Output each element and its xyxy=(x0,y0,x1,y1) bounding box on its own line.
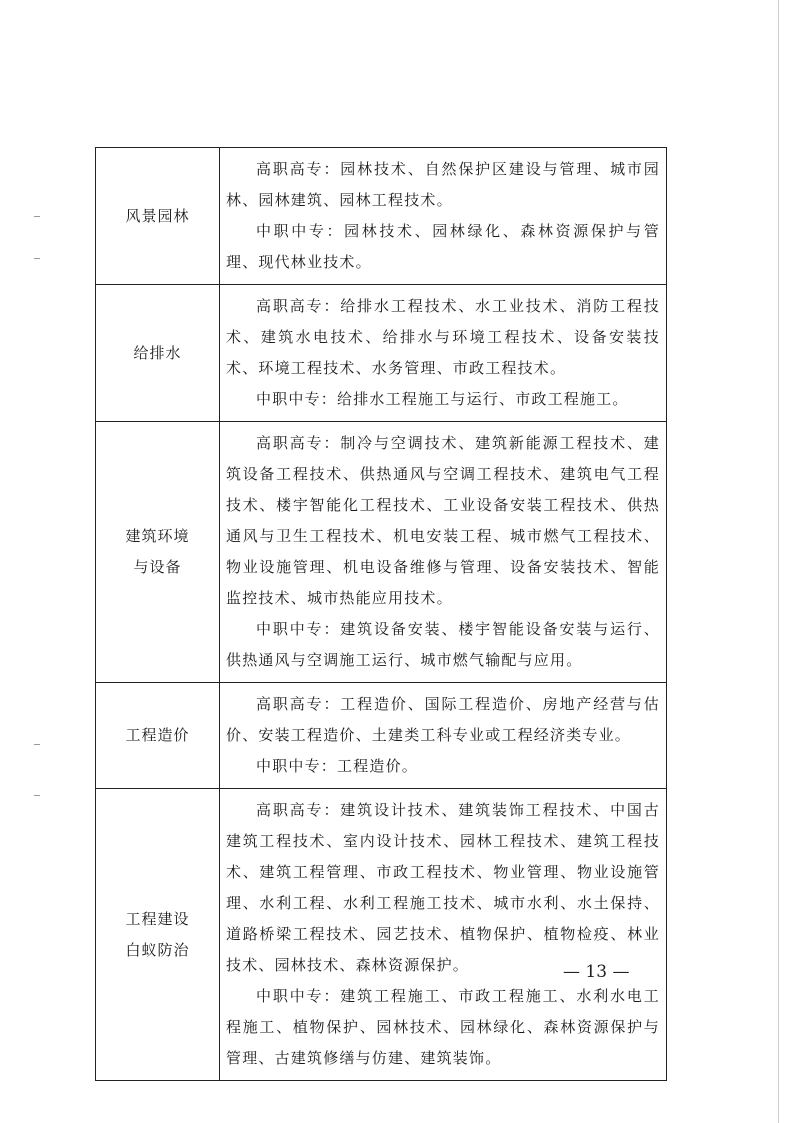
description-cell xyxy=(220,422,667,683)
secondary-vocational-paragraph: 中职中专：园林技术、园林绿化、森林资源保护与管理、现代林业技术。 xyxy=(226,222,660,271)
category-line: 与设备 xyxy=(133,558,182,576)
page-number: — 13 — xyxy=(563,962,630,982)
scan-mark xyxy=(34,795,40,796)
higher-vocational-paragraph: 高职高专：建筑设计技术、建筑装饰工程技术、中国古建筑工程技术、室内设计技术、园林工程技术、建筑工程技术、建筑工程管理、市政工程技术、物业管理、物业设施管理、水利工程、水利工程施工技术、城市水利、水土保持、道路桥梁工程技术、园艺技术、植物保护、植物检疫、林业技术、园林技术、森林资源保护。 xyxy=(226,801,660,974)
secondary-vocational-paragraph: 中职中专：建筑设备安装、楼宇智能设备安装与运行、供热通风与空调施工运行、城市燃气输配与应用。 xyxy=(226,620,660,669)
description-cell xyxy=(220,683,667,789)
description-cell xyxy=(220,148,667,285)
secondary-vocational-paragraph: 中职中专：给排水工程施工与运行、市政工程施工。 xyxy=(256,390,629,408)
table-row xyxy=(96,789,667,1081)
table-row xyxy=(96,422,667,683)
scan-edge-line xyxy=(778,0,779,1123)
higher-vocational-paragraph: 高职高专：园林技术、自然保护区建设与管理、城市园林、园林建筑、园林工程技术。 xyxy=(226,160,660,209)
majors-table xyxy=(95,147,667,1081)
table-row xyxy=(96,148,667,285)
category-line: 白蚁防治 xyxy=(125,940,190,959)
category-cell xyxy=(96,422,220,683)
higher-vocational-paragraph: 高职高专：工程造价、国际工程造价、房地产经营与估价、安装工程造价、土建类工科专业或工程经济类专业。 xyxy=(226,695,660,744)
description-cell xyxy=(220,789,667,1081)
higher-vocational-paragraph: 高职高专：制冷与空调技术、建筑新能源工程技术、建筑设备工程技术、供热通风与空调工程技术、建筑电气工程技术、楼宇智能化工程技术、工业设备安装工程技术、供热通风与卫生工程技术、机电安装工程、城市燃气工程技术、物业设施管理、机电设备维修与管理、设备安装技术、智能监控技术、城市热能应用技术。 xyxy=(226,434,660,607)
category-line: 风景园林 xyxy=(125,206,190,225)
category-cell xyxy=(96,285,220,422)
category-line: 工程建设 xyxy=(125,909,190,928)
category-line: 建筑环境 xyxy=(125,527,190,545)
secondary-vocational-paragraph: 中职中专：工程造价。 xyxy=(256,757,419,775)
table-row xyxy=(96,285,667,422)
category-cell xyxy=(96,683,220,789)
scan-mark xyxy=(34,258,40,259)
secondary-vocational-paragraph: 中职中专：建筑工程施工、市政工程施工、水利水电工程施工、植物保护、园林技术、园林绿化、森林资源保护与管理、古建筑修缮与仿建、建筑装饰。 xyxy=(226,987,660,1067)
scan-mark xyxy=(34,216,40,217)
scan-mark xyxy=(34,744,40,745)
category-cell xyxy=(96,148,220,285)
category-line: 工程造价 xyxy=(125,726,190,744)
description-cell xyxy=(220,285,667,422)
category-cell xyxy=(96,789,220,1081)
higher-vocational-paragraph: 高职高专：给排水工程技术、水工业技术、消防工程技术、建筑水电技术、给排水与环境工程技术、设备安装技术、环境工程技术、水务管理、市政工程技术。 xyxy=(226,297,660,377)
category-line: 给排水 xyxy=(133,343,182,362)
table-row xyxy=(96,683,667,789)
